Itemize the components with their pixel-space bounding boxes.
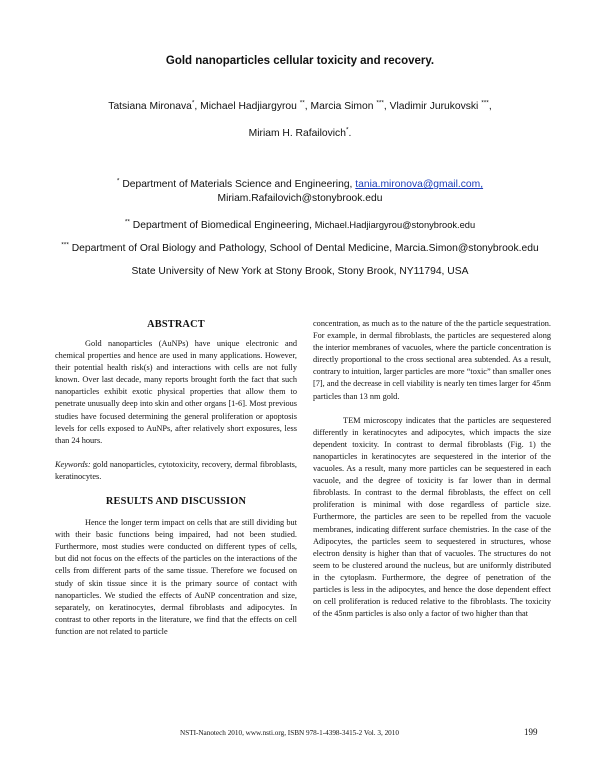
right-paragraph-1: concentration, as much as to the nature of the the particle sequestration. For example, in dermal fibroblasts, the particles are sequestered along the interior membranes of vacuoles, where the particle concentration is directly proportional to the cross sectional area subtended. As a result, contrary to intuition, larger particles are more “toxic” than smaller ones [7], and the decrease in cell viability is nearly ten times larger for 45nm particles than 13 nm gold.	[313, 319, 551, 401]
university: State University of New York at Stony Brook, Stony Brook, NY11794, USA	[131, 266, 469, 277]
keywords: Keywords: gold nanoparticles, cytotoxicity, recovery, dermal fibroblasts, keratinocytes.	[55, 459, 297, 481]
page-number: 199	[524, 727, 538, 737]
author-4: Vladimir Jurukovski ***,	[389, 99, 492, 112]
results-paragraph-1: Hence the longer term impact on cells that are still dividing but with their basic functions being impaired, had not been studied. Furthermore, most studies were conducted on different types of cells, but did not focus on the effects of the particles on the interactions of the cells from different parts of the same tissue. Therefore we focused on study of skin tissue since it is the primary source of contact with nanoparticles. We studied the effects of AuNP concentration and size, separately, on keratinocytes, dermal fibroblasts and adipocytes. In contrast to other reports in the literature, we find that the effects on cell function are not related to particle	[55, 518, 297, 636]
abstract-text: Gold nanoparticles (AuNPs) have unique electronic and chemical properties and hence are used in many applications. However, their potential health risk(s) and interactions with cells are not fully known. Over last decade, many reports brought forth the fact that such nanoparticles exhibit exotic physical properties that allow them to penetrate unusually deep into skin and other organs [1-6]. Most previous studies have focused determining the general proliferation or apoptosis levels for cells exposed to AuNPs, after relatively short exposures, less than 24 hours.	[55, 339, 297, 445]
left-column	[55, 318, 297, 638]
affiliation-2: ** Department of Biomedical Engineering, Michael.Hadjiargyrou@stonybrook.edu	[124, 218, 476, 231]
right-paragraph-2: TEM microscopy indicates that the particles are sequestered differently in keratinocytes and adipocytes, which impacts the size dependent toxicity. In contrast to dermal fibroblasts (Fig. 1) the nanoparticles in keratinocytes are sequestered in the interior of the vacuoles. As a result, many more particles can be sequestered in each vacuole, and the degree of toxicity is far lower than in dermal fibroblasts. In contrast to the dermal fibroblasts, the effect on cell proliferation is minimal with dose regardless of particle size. Furthermore, the particles are seen to be repelled from the vacuole membranes, indicating different surface chemistries. In the case of the Adipocytes, the particles seem to sequestered in structures, whose electron density is higher than that of vacuoles. The structures do not seem to be clustered around the nucleus, but are uniformly distributed in the cytoplasm. Furthermore, the degree of penetration of the particles is less in the adipocytes, and hence the dose dependent effect on cell proliferation is reduced relative to the fibroblasts. The toxicity of the 45nm particles is also only a factor of two higher than that	[313, 415, 551, 619]
author-1: Tatsiana Mironava*,	[108, 99, 201, 112]
abstract-heading: ABSTRACT	[147, 319, 205, 330]
affiliation-3: *** Department of Oral Biology and Pathology, School of Dental Medicine, Marcia.Simon@stonybrook.edu	[61, 241, 539, 254]
author-list	[0, 101, 600, 112]
right-column	[313, 318, 551, 620]
author-5: Miriam H. Rafailovich*.	[248, 126, 352, 139]
author-2: Michael Hadjiargyrou **,	[200, 99, 311, 112]
footer-citation: NSTI-Nanotech 2010, www.nsti.org, ISBN 978-1-4398-3415-2 Vol. 3, 2010	[180, 729, 399, 737]
affiliation-1: * Department of Materials Science and Engineering, tania.mironova@gmail.com,	[116, 177, 484, 190]
affiliation-1-email: Miriam.Rafailovich@stonybrook.edu	[217, 193, 383, 204]
email-link-mironova[interactable]: tania.mironova@gmail.com,	[355, 179, 484, 190]
author-3: Marcia Simon ***,	[310, 99, 390, 112]
results-heading: RESULTS AND DISCUSSION	[105, 496, 247, 508]
paper-title: Gold nanoparticles cellular toxicity and recovery.	[165, 55, 435, 67]
